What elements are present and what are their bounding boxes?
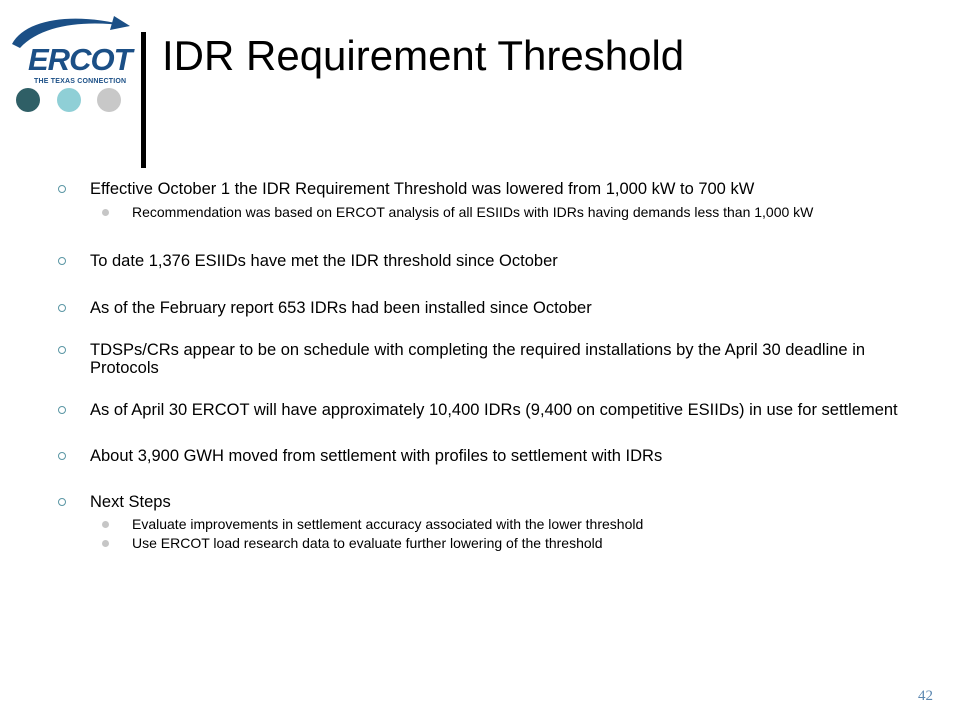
bullet-text: Next Steps <box>90 493 171 511</box>
sub-bullet-text: Evaluate improvements in settlement accuracy associated with the lower threshold <box>132 516 644 532</box>
bullet-text: TDSPs/CRs appear to be on schedule with completing the required installations by the April 30 deadline in Protocols <box>90 341 866 377</box>
bullet-item <box>58 493 898 511</box>
bullet-circle-icon <box>58 304 66 312</box>
sub-bullet-text: Use ERCOT load research data to evaluate further lowering of the threshold <box>132 535 603 551</box>
bullet-item <box>58 447 898 465</box>
logo-tagline: THE TEXAS CONNECTION <box>34 78 127 85</box>
logo-wordmark: ERCOT <box>28 42 132 77</box>
bullet-list <box>58 180 898 551</box>
ercot-logo <box>6 12 134 85</box>
dot-dark-icon <box>16 88 40 112</box>
page-number: 42 <box>918 688 933 704</box>
sub-bullet-item <box>58 205 898 220</box>
bullet-item <box>58 180 898 198</box>
bullet-item <box>58 341 898 377</box>
bullet-item <box>58 401 898 419</box>
bullet-circle-icon <box>58 406 66 414</box>
bullet-text: Effective October 1 the IDR Requirement Threshold was lowered from 1,000 kW to 700 kW <box>90 180 755 198</box>
bullet-text: As of April 30 ERCOT will have approximately 10,400 IDRs (9,400 on competitive ESIIDs) in use for settlement <box>90 401 898 419</box>
bullet-circle-icon <box>58 452 66 460</box>
decorative-dots <box>16 88 126 114</box>
bullet-text: To date 1,376 ESIIDs have met the IDR threshold since October <box>90 252 558 270</box>
bullet-text: As of the February report 653 IDRs had been installed since October <box>90 299 592 317</box>
dot-light-icon <box>57 88 81 112</box>
bullet-text: About 3,900 GWH moved from settlement with profiles to settlement with IDRs <box>90 447 663 465</box>
sub-bullet-item <box>58 536 898 551</box>
sub-bullet-dot-icon <box>102 540 109 547</box>
bullet-item <box>58 299 898 317</box>
bullet-circle-icon <box>58 185 66 193</box>
sub-bullet-text: Recommendation was based on ERCOT analysis of all ESIIDs with IDRs having demands less than 1,000 kW <box>132 204 814 220</box>
bullet-circle-icon <box>58 257 66 265</box>
slide-title: IDR Requirement Threshold <box>162 32 685 79</box>
bullet-circle-icon <box>58 498 66 506</box>
sub-bullet-item <box>58 517 898 532</box>
dot-gray-icon <box>97 88 121 112</box>
sub-bullet-dot-icon <box>102 521 109 528</box>
bullet-item <box>58 252 898 270</box>
bullet-circle-icon <box>58 346 66 354</box>
title-divider <box>141 32 146 168</box>
sub-bullet-dot-icon <box>102 209 109 216</box>
